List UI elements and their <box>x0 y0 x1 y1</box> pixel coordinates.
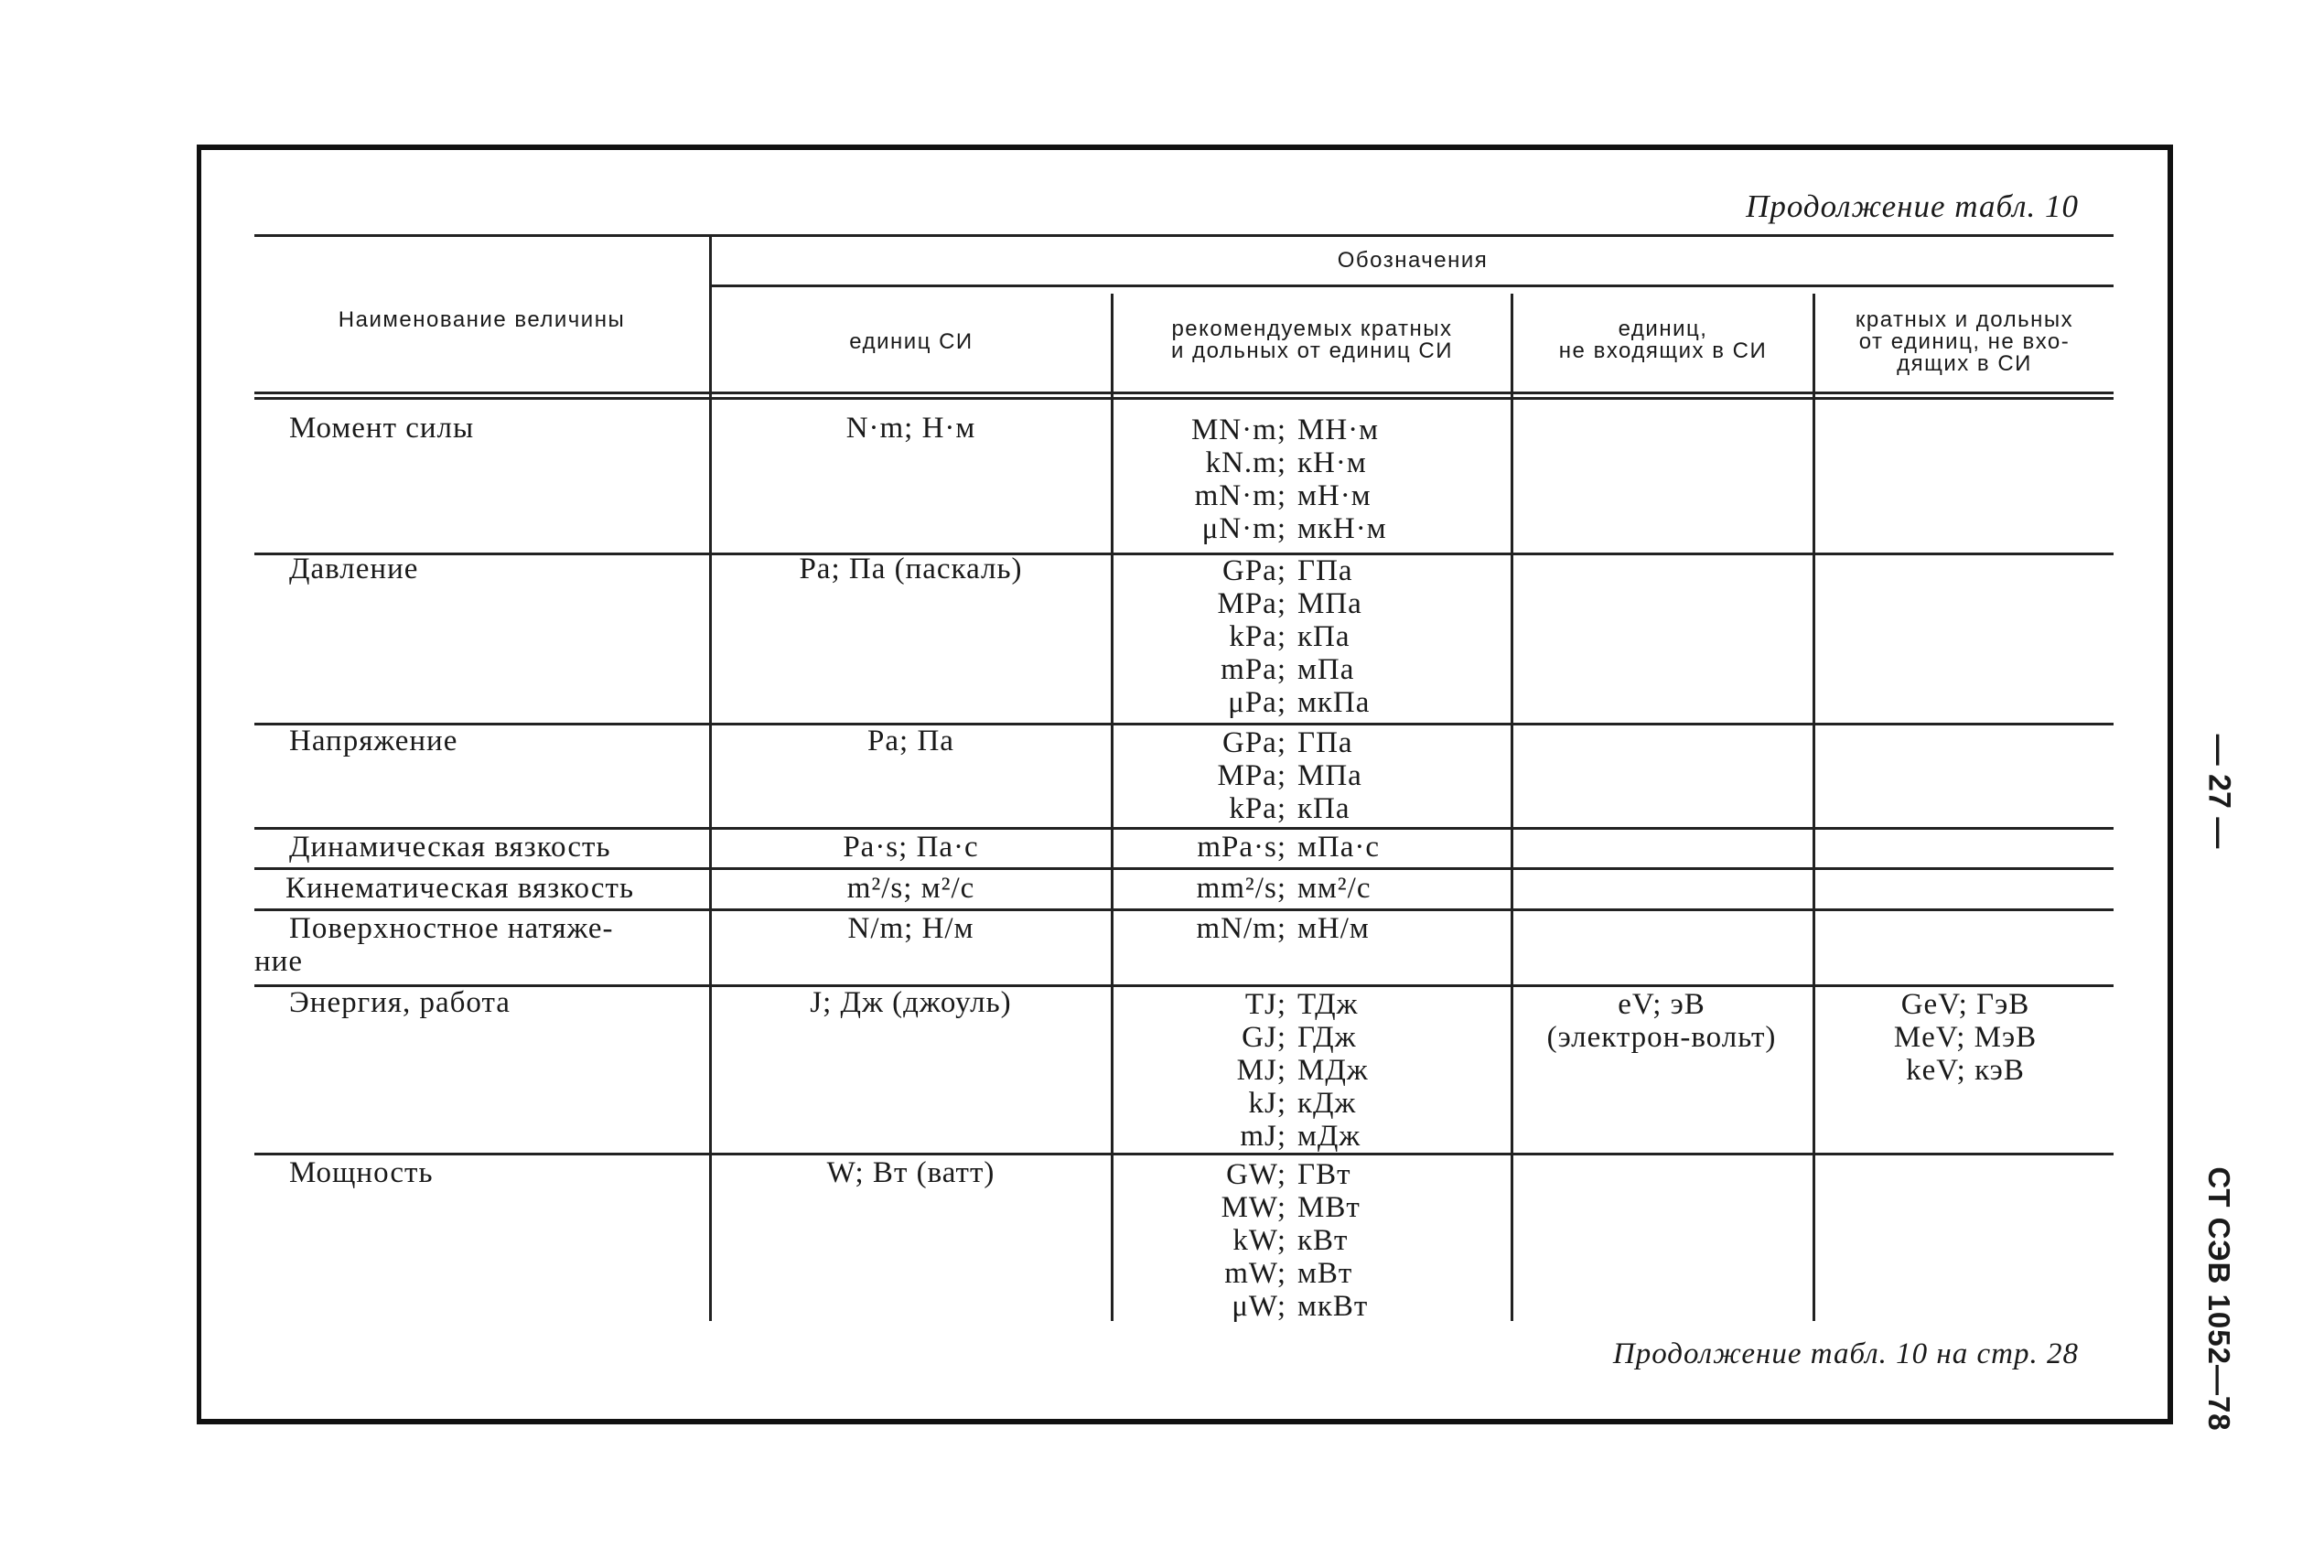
row-si-unit: N/m; Н/м <box>847 912 974 945</box>
unit-ru: МДж <box>1297 1054 1369 1087</box>
header-si-units: единиц СИ <box>849 329 974 354</box>
unit-ru: мкВт <box>1297 1290 1369 1323</box>
row-name <box>289 412 673 445</box>
row-non-si-units <box>1515 988 1808 1054</box>
unit-intl: mN·m; <box>1194 479 1286 512</box>
row-si-unit: Pa; Па <box>867 725 954 757</box>
unit-ru: кВт <box>1297 1224 1349 1257</box>
header-recommended-line-2: и дольных от единиц СИ <box>1171 338 1453 363</box>
unit-pair <box>1114 759 1510 792</box>
header-non-si-line-1: единиц, <box>1618 317 1708 341</box>
unit-intl: MJ; <box>1236 1054 1286 1087</box>
unit-pair <box>1114 872 1510 905</box>
header-bottom-rule-2 <box>254 397 2114 400</box>
unit-pair <box>1114 726 1510 759</box>
unit-intl: μW; <box>1232 1290 1286 1323</box>
row-multiples-non-si <box>1819 988 2112 1087</box>
unit-pair <box>1114 653 1510 686</box>
row-name <box>289 553 673 585</box>
column-rule-2 <box>1111 294 1114 1321</box>
unit-pair <box>1114 1224 1510 1257</box>
row-si-unit: N·m; Н·м <box>845 412 976 445</box>
row-recommended-units <box>1114 726 1510 825</box>
row-separator <box>254 867 2114 870</box>
unit-intl: MN·m; <box>1191 413 1286 446</box>
unit-intl: GJ; <box>1242 1021 1286 1054</box>
unit-intl: mPa·s; <box>1197 831 1286 864</box>
row-recommended-units <box>1114 988 1510 1153</box>
unit-intl: kN.m; <box>1205 446 1286 479</box>
unit-pair <box>1114 512 1510 545</box>
unit-intl: GPa; <box>1222 726 1286 759</box>
unit-ru: мкПа <box>1297 686 1371 719</box>
unit-intl: mW; <box>1224 1257 1286 1290</box>
unit-intl: mm²/s; <box>1196 872 1286 905</box>
multiple-unit-line: MeV; МэВ <box>1893 1021 2038 1054</box>
unit-ru: мН·м <box>1297 479 1372 512</box>
unit-ru: ГВт <box>1297 1158 1351 1191</box>
unit-ru: кПа <box>1297 792 1350 825</box>
row-name-line: Кинематическая вязкость <box>285 872 634 905</box>
header-recommended <box>1114 318 1511 362</box>
row-separator <box>254 908 2114 911</box>
header-multiples-line-1: кратных и дольных <box>1855 307 2074 332</box>
unit-pair <box>1114 479 1510 512</box>
row-recommended-units <box>1114 1158 1510 1323</box>
standard-code-text: СТ СЭВ 1052—78 <box>2202 1166 2236 1432</box>
header-multiples-non-si <box>1815 309 2114 375</box>
units-table <box>254 234 2114 1321</box>
header-bottom-rule <box>254 392 2114 394</box>
unit-ru: мДж <box>1297 1120 1361 1153</box>
row-name <box>289 1156 673 1189</box>
header-non-si <box>1513 318 1813 362</box>
row-recommended-units <box>1114 831 1510 864</box>
unit-ru: ГДж <box>1297 1021 1357 1054</box>
unit-ru: МВт <box>1297 1191 1361 1224</box>
unit-ru: мПа·с <box>1297 831 1380 864</box>
unit-pair <box>1114 413 1510 446</box>
unit-ru: мПа <box>1297 653 1355 686</box>
designations-rule <box>712 285 2114 287</box>
row-si-unit: W; Вт (ватт) <box>826 1156 995 1189</box>
unit-intl: kPa; <box>1229 620 1286 653</box>
unit-ru: МПа <box>1297 759 1362 792</box>
unit-pair <box>1114 1257 1510 1290</box>
row-name-line: Давление <box>289 553 419 585</box>
unit-pair <box>1114 1021 1510 1054</box>
page-number-text: — 27 — <box>2201 734 2237 849</box>
unit-intl: MPa; <box>1217 759 1286 792</box>
row-name-line: Напряжение <box>289 725 458 757</box>
unit-pair <box>1114 1290 1510 1323</box>
unit-intl: kJ; <box>1248 1087 1286 1120</box>
continuation-footer: Продолжение табл. 10 на стр. 28 <box>1612 1337 2079 1370</box>
frame-bottom-rule <box>197 1419 2173 1424</box>
page-number <box>2191 718 2246 865</box>
header-designations: Обозначения <box>1337 248 1489 273</box>
row-name-line: Момент силы <box>289 412 475 445</box>
unit-intl: kPa; <box>1229 792 1286 825</box>
row-separator <box>254 1153 2114 1155</box>
unit-pair <box>1114 792 1510 825</box>
column-rule-3 <box>1511 294 1513 1321</box>
unit-intl: GPa; <box>1222 554 1286 587</box>
unit-intl: MPa; <box>1217 587 1286 620</box>
row-si-unit: Pa; Па (паскаль) <box>799 553 1023 585</box>
row-name-line: Мощность <box>289 1156 434 1189</box>
multiple-unit-line: GeV; ГэВ <box>1900 988 2030 1021</box>
header-multiples-line-3: дящих в СИ <box>1897 351 2032 376</box>
unit-pair <box>1114 831 1510 864</box>
unit-ru: ГПа <box>1297 554 1353 587</box>
unit-ru: МПа <box>1297 587 1362 620</box>
unit-ru: ТДж <box>1297 988 1359 1021</box>
unit-intl: mPa; <box>1221 653 1286 686</box>
header-name: Наименование величины <box>338 307 626 332</box>
row-recommended-units <box>1114 872 1510 905</box>
unit-intl: mJ; <box>1240 1120 1286 1153</box>
unit-pair <box>1114 1158 1510 1191</box>
row-si-unit: J; Дж (джоуль) <box>810 986 1012 1019</box>
standard-code <box>2191 1153 2246 1445</box>
unit-pair <box>1114 446 1510 479</box>
row-recommended-units <box>1114 912 1510 945</box>
row-recommended-units <box>1114 554 1510 719</box>
unit-ru: мН/м <box>1297 912 1370 945</box>
column-rule-4 <box>1813 294 1815 1321</box>
row-name-line: Энергия, работа <box>289 986 511 1019</box>
row-name <box>285 872 670 905</box>
unit-ru: МН·м <box>1297 413 1380 446</box>
unit-intl: μN·m; <box>1201 512 1286 545</box>
unit-ru: мкН·м <box>1297 512 1387 545</box>
unit-intl: GW; <box>1226 1158 1286 1191</box>
row-name <box>289 831 673 864</box>
unit-pair <box>1114 912 1510 945</box>
unit-pair <box>1114 1087 1510 1120</box>
unit-ru: кПа <box>1297 620 1350 653</box>
row-si-unit: Pa·s; Па·с <box>843 831 979 864</box>
row-name <box>289 725 673 757</box>
unit-pair <box>1114 587 1510 620</box>
non-si-unit-line: (электрон-вольт) <box>1546 1021 1777 1054</box>
row-name <box>254 912 673 978</box>
unit-pair <box>1114 988 1510 1021</box>
non-si-unit-line: eV; эВ <box>1618 988 1705 1021</box>
header-multiples-line-2: от единиц, не вхо- <box>1858 329 2071 354</box>
unit-pair <box>1114 1120 1510 1153</box>
unit-intl: mN/m; <box>1196 912 1286 945</box>
frame-top-rule <box>197 145 2173 150</box>
continuation-heading: Продолжение табл. 10 <box>1746 188 2079 224</box>
unit-pair <box>1114 1054 1510 1087</box>
row-separator <box>254 827 2114 830</box>
unit-intl: kW; <box>1232 1224 1286 1257</box>
header-non-si-line-2: не входящих в СИ <box>1558 338 1768 363</box>
unit-pair <box>1114 554 1510 587</box>
table-top-rule <box>254 234 2114 237</box>
frame-right-rule <box>2168 145 2173 1423</box>
unit-intl: μPa; <box>1228 686 1286 719</box>
row-name-line: Поверхностное натяже- <box>289 912 614 945</box>
unit-pair <box>1114 1191 1510 1224</box>
unit-pair <box>1114 620 1510 653</box>
unit-ru: ГПа <box>1297 726 1353 759</box>
row-name-line: ние <box>254 945 303 978</box>
frame-left-rule <box>197 145 201 1423</box>
row-name <box>289 986 673 1019</box>
unit-ru: мм²/с <box>1297 872 1372 905</box>
row-si-unit: m²/s; м²/с <box>846 872 975 905</box>
unit-ru: кДж <box>1297 1087 1357 1120</box>
multiple-unit-line: keV; кэВ <box>1906 1054 2025 1087</box>
row-name-line: Динамическая вязкость <box>289 831 611 864</box>
unit-intl: MW; <box>1221 1191 1286 1224</box>
unit-ru: мВт <box>1297 1257 1353 1290</box>
header-recommended-line-1: рекомендуемых кратных <box>1171 317 1453 341</box>
unit-ru: кН·м <box>1297 446 1367 479</box>
unit-pair <box>1114 686 1510 719</box>
row-recommended-units <box>1114 413 1510 545</box>
unit-intl: TJ; <box>1244 988 1286 1021</box>
